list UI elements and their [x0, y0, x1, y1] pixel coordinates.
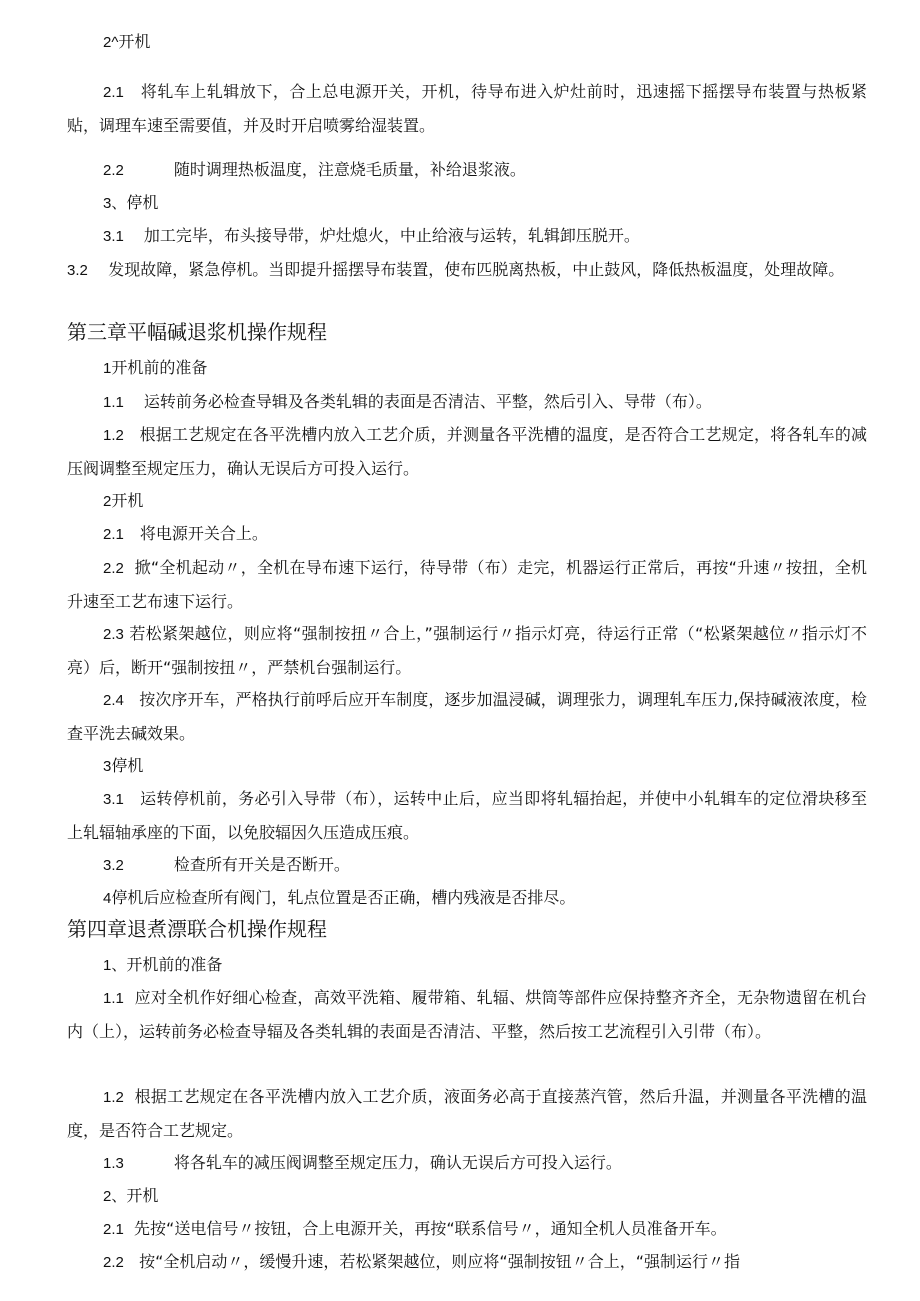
section-number: 1.2: [103, 427, 124, 444]
paragraph-text: 应对全机作好细心检查，高效平洗箱、履带箱、轧辐、烘筒等部件应保持整齐齐全，无杂物遗留在机台内（上），运转前务必检查导辐及各类轧辑的表面是否清洁、平整，然后按工艺流程引入引带（布）。: [67, 988, 868, 1041]
section-2-heading: [103, 484, 143, 518]
paragraph-text: 将各轧车的减压阀调整至规定压力，确认无误后方可投入运行。: [173, 1153, 622, 1172]
paragraph-1-1: [67, 981, 867, 1048]
section-number: 2.3: [103, 626, 124, 643]
section-1-heading: [103, 351, 207, 385]
section-number: 2.4: [103, 692, 124, 709]
section-number: 1.3: [103, 1155, 124, 1172]
section-number: 1.1: [103, 394, 124, 411]
paragraph-text: 运转停机前，务必引入导带（布），运转中止后，应当即将轧辐抬起，并使中小轧辑车的定位滑块移至上轧辐轴承座的下面，以免胶辐因久压造成压痕。: [67, 789, 867, 842]
paragraph-text: 按“全机启动〃，缓慢升速，若松紧架越位，则应将“强制按钮〃合上，“强制运行〃指: [139, 1252, 740, 1271]
paragraph-text: 根据工艺规定在各平洗槽内放入工艺介质，并测量各平洗槽的温度，是否符合工艺规定，将各轧车的减压阀调整至规定压力，确认无误后方可投入运行。: [67, 425, 867, 478]
section-number: 2.1: [103, 84, 124, 101]
paragraph-1-3: [103, 1146, 622, 1180]
paragraph-text: 运转前务必检查导辑及各类轧辑的表面是否清洁、平整，然后引入、导带（布）。: [143, 392, 712, 411]
section-3-heading: [103, 749, 143, 783]
section-text: 开机: [126, 1186, 159, 1205]
paragraph-text: 将电源开关合上。: [139, 524, 268, 543]
paragraph-text: 随时调理热板温度，注意烧毛质量，补给退浆液。: [173, 160, 526, 179]
section-number: 2: [103, 493, 112, 510]
section-number: 2.1: [103, 1221, 124, 1238]
paragraph-text: 发现故障，紧急停机。当即提升摇摆导布装置，使布匹脱离热板，中止鼓风，降低热板温度，处理故障。: [108, 260, 845, 279]
section-number: 2^: [103, 34, 119, 51]
paragraph-2-3: [67, 617, 867, 684]
section-number: 1、: [103, 957, 127, 974]
paragraph-3-1: [67, 782, 867, 849]
paragraph-text: 根据工艺规定在各平洗槽内放入工艺介质，液面务必高于直接蒸汽管，然后升温，并测量各平洗槽的温度，是否符合工艺规定。: [67, 1087, 868, 1140]
section-text: 开机前的准备: [126, 955, 223, 974]
section-3-heading: [103, 186, 158, 220]
section-number: 2.2: [103, 162, 124, 179]
paragraph-2-1: [103, 517, 268, 551]
paragraph-1-2: [67, 418, 867, 485]
paragraph-3-2: [67, 253, 867, 287]
paragraph-2-1: [67, 75, 867, 142]
section-number: 2.1: [103, 526, 124, 543]
section-number: 2.2: [103, 560, 124, 577]
section-1-heading: [103, 948, 222, 982]
section-text: 停机: [126, 193, 159, 212]
section-number: 3: [103, 758, 112, 775]
section-text: 开机: [111, 491, 144, 510]
section-4-note: [103, 881, 575, 915]
section-text: 开机前的准备: [111, 358, 208, 377]
section-number: 1.1: [103, 990, 124, 1007]
paragraph-2-1: [103, 1212, 727, 1246]
section-number: 3、: [103, 195, 127, 212]
paragraph-text: 先按“送电信号〃按钮，合上电源开关，再按“联系信号〃，通知全机人员准备开车。: [134, 1219, 727, 1238]
section-number: 2、: [103, 1188, 127, 1205]
chapter-3-title: 第三章平幅碱退浆机操作规程: [67, 320, 327, 344]
paragraph-3-1: [103, 219, 640, 253]
paragraph-text: 掀“全机起动〃，全机在导布速下运行，待导带（布）走完，机器运行正常后，再按“升速〃按扭，全机升速至工艺布速下运行。: [67, 558, 867, 611]
paragraph-2-2: [103, 153, 526, 187]
section-2-heading: [103, 1179, 158, 1213]
paragraph-text: 按次序开车，严格执行前呼后应开车制度，逐步加温浸碱，调理张力，调理轧车压力,保持碱液浓度，检查平洗去碱效果。: [67, 690, 867, 743]
section-number: 4: [103, 890, 112, 907]
section-2-heading: [103, 25, 150, 59]
paragraph-text: 检查所有开关是否断开。: [173, 855, 350, 874]
section-number: 3.1: [103, 791, 124, 808]
section-number: 1: [103, 360, 112, 377]
section-number: 3.1: [103, 228, 124, 245]
paragraph-text: 加工完毕，布头接导带，炉灶熄火，中止给液与运转，轧辑卸压脱开。: [143, 226, 640, 245]
section-number: 3.2: [67, 262, 88, 279]
paragraph-1-1: [103, 385, 712, 419]
section-text: 停机: [111, 756, 144, 775]
section-number: 2.2: [103, 1254, 124, 1271]
section-number: 1.2: [103, 1089, 124, 1106]
chapter-4-title: 第四章退煮漂联合机操作规程: [67, 917, 327, 941]
paragraph-2-4: [67, 683, 867, 750]
section-number: 3.2: [103, 857, 124, 874]
section-text: 开机: [118, 32, 151, 51]
paragraph-3-2: [103, 848, 350, 882]
paragraph-2-2: [67, 551, 867, 618]
paragraph-text: 将轧车上轧辑放下，合上总电源开关，开机，待导布进入炉灶前时，迅速摇下摇摆导布装置与热板紧贴，调理车速至需要值，并及时开启喷雾给湿装置。: [67, 82, 867, 135]
paragraph-text: 停机后应检查所有阀门，轧点位置是否正确，槽内残液是否排尽。: [111, 888, 576, 907]
paragraph-2-2: [103, 1245, 867, 1279]
paragraph-1-2: [67, 1080, 867, 1147]
paragraph-text: 若松紧架越位，则应将“强制按扭〃合上，”强制运行〃指示灯亮，待运行正常（“松紧架越位〃指示灯不亮）后，断开“强制按扭〃，严禁机台强制运行。: [67, 624, 867, 677]
